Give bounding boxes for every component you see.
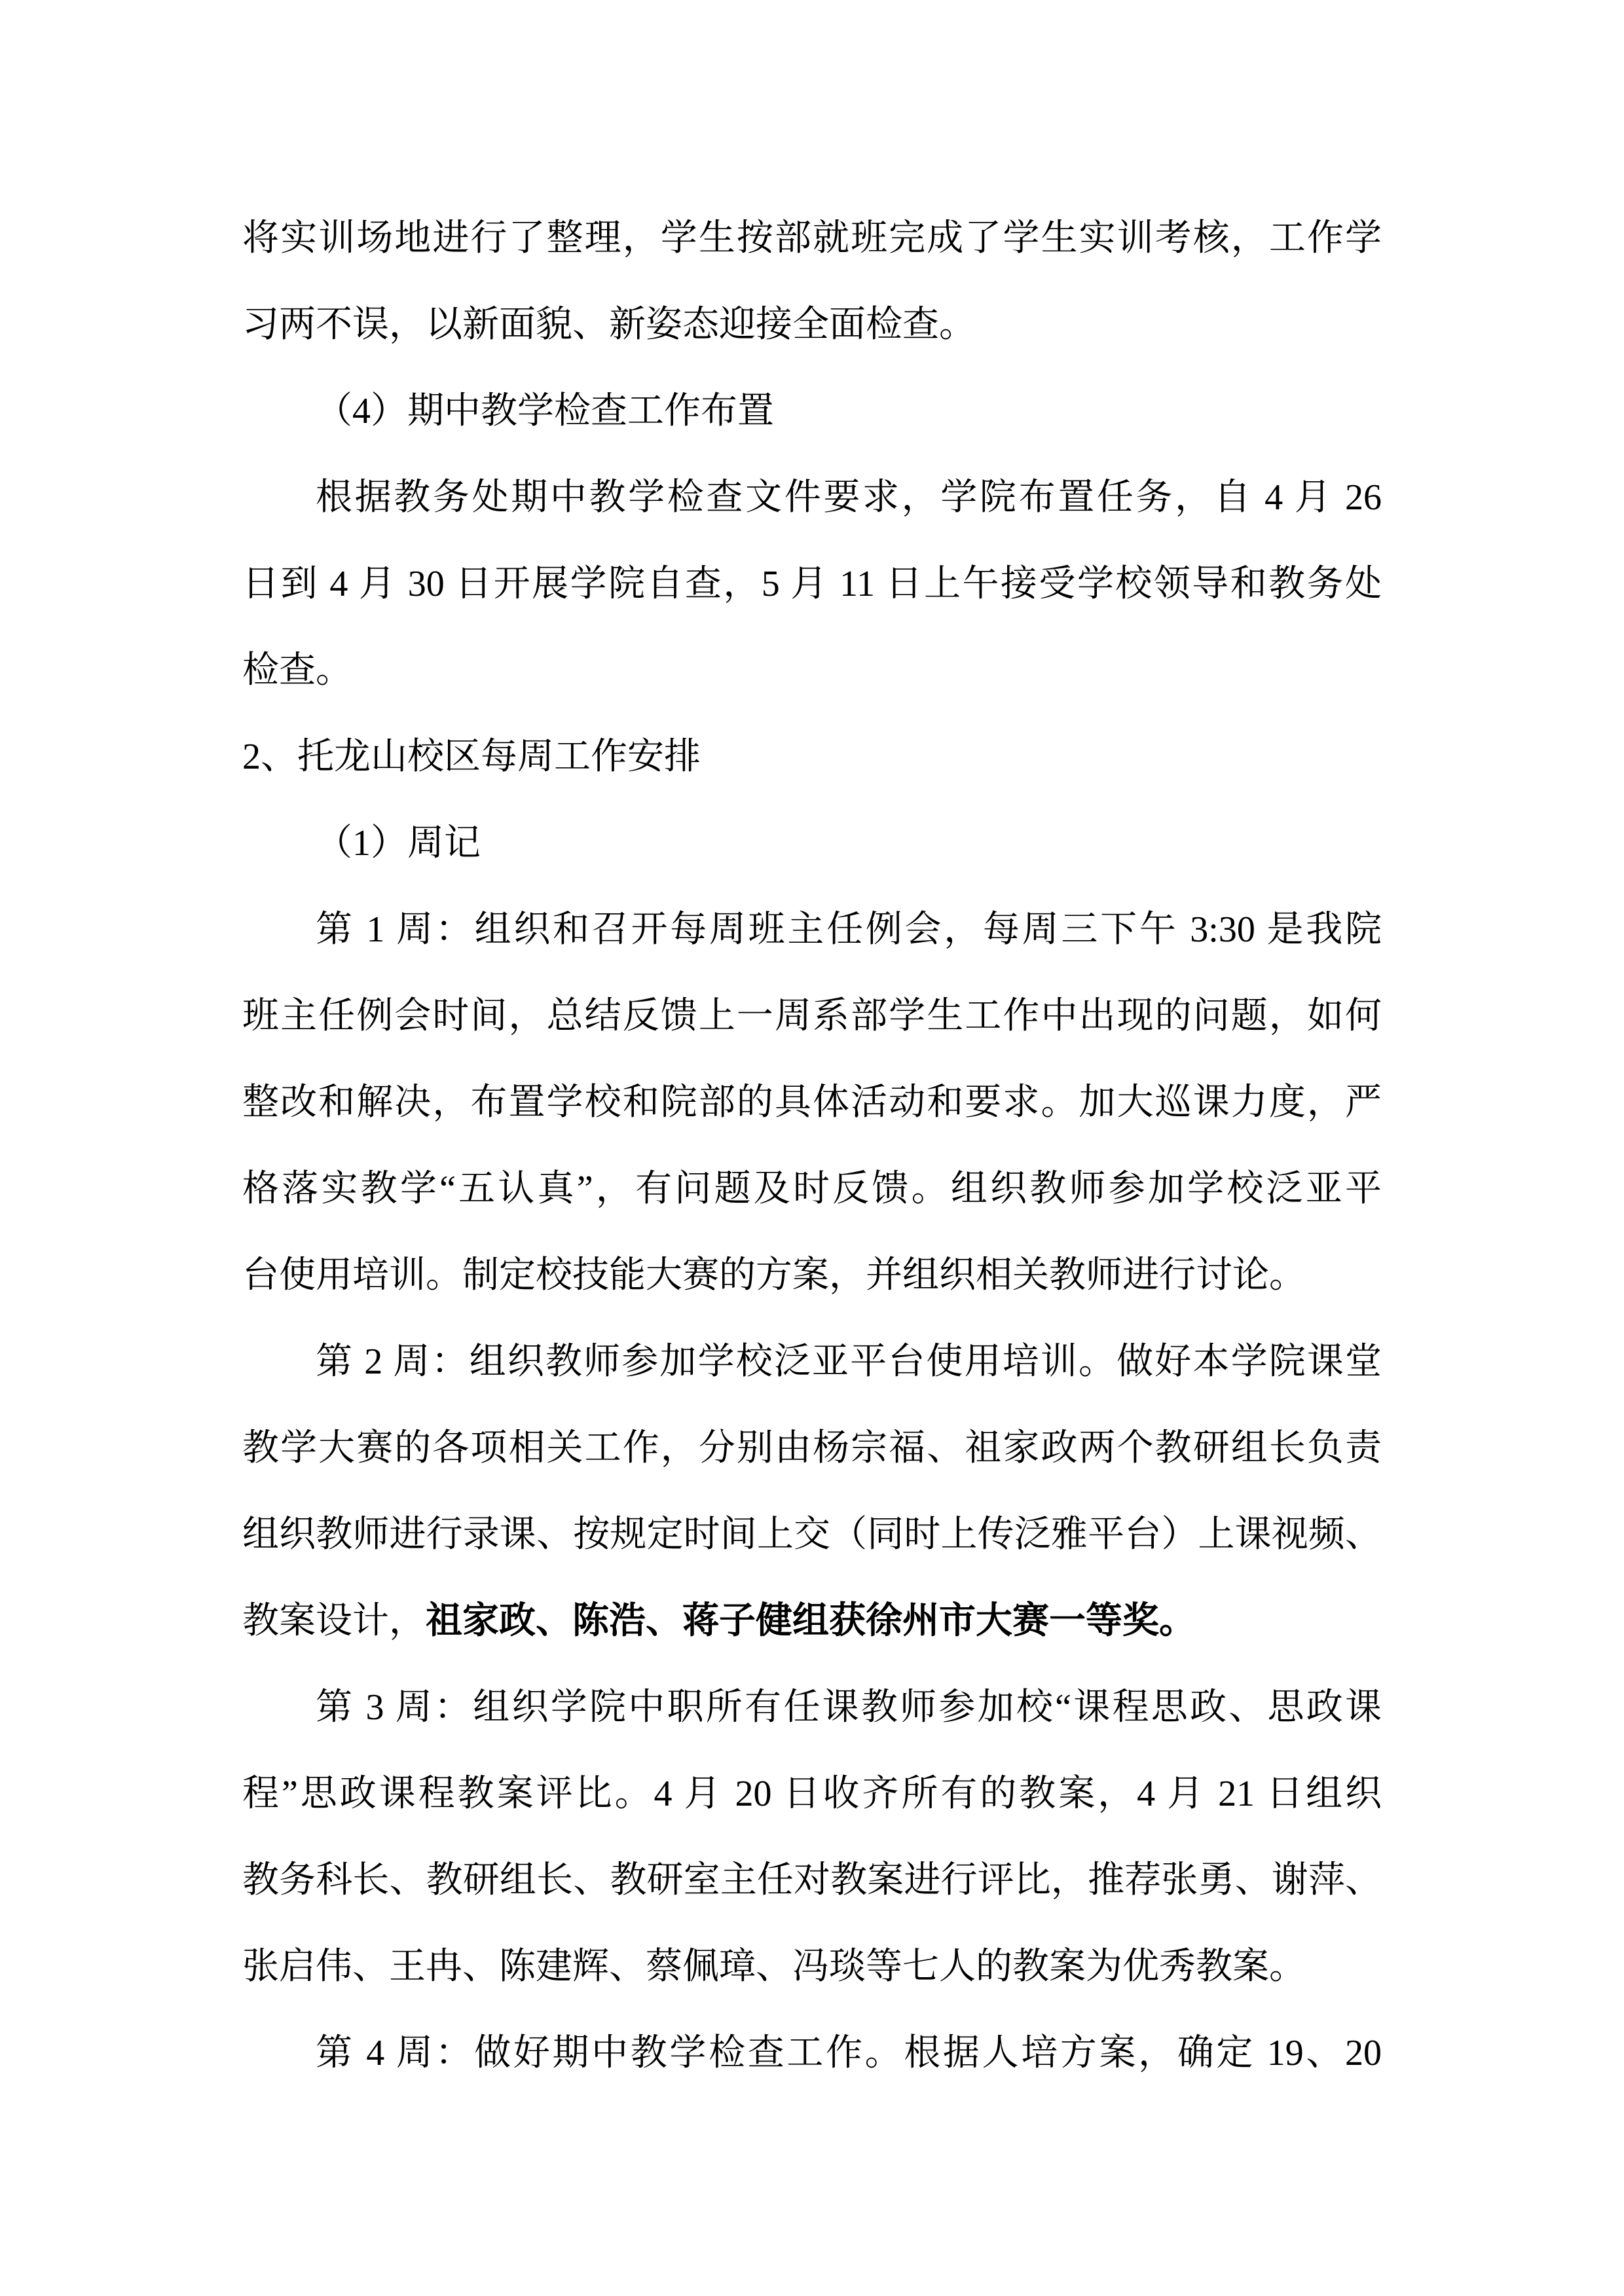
text-run: 台使用培训。制定校技能大赛的方案，并组织相关教师进行讨论。: [242, 1255, 1306, 1296]
text-run: 张启伟、王冉、陈建辉、蔡佩璋、冯琰等七人的教案为优秀教案。: [242, 1946, 1306, 1987]
text-run: 第 2 周：组织教师参加学校泛亚平台使用培训。做好本学院课堂: [316, 1341, 1382, 1382]
text-run: 日到 4 月 30 日开展学院自查，5 月 11 日上午接受学校领导和教务处: [242, 564, 1382, 604]
text-line-6: [242, 627, 1382, 714]
text-line-11: [242, 1059, 1382, 1146]
text-run: 整改和解决，布置学校和院部的具体活动和要求。加大巡课力度，严: [242, 1082, 1382, 1123]
text-run: 习两不误，以新面貌、新姿态迎接全面检查。: [242, 304, 976, 345]
text-run: 将实训场地进行了整理，学生按部就班完成了学生实训考核，工作学: [242, 218, 1382, 259]
text-line-8: [242, 800, 1382, 886]
text-line-19: [242, 1751, 1382, 1837]
text-line-21: [242, 1923, 1382, 2010]
text-run: 教案设计，: [242, 1601, 426, 1641]
document-body: [242, 195, 1382, 2096]
text-run: 2、托龙山校区每周工作安排: [242, 737, 701, 777]
text-line-22: [242, 2010, 1382, 2096]
text-line-3: [242, 368, 1382, 454]
text-run: 教务科长、教研组长、教研室主任对教案进行评比，推荐张勇、谢萍、: [242, 1860, 1382, 1901]
text-line-17: [242, 1578, 1382, 1664]
text-run: 程”思政课程教案评比。4 月 20 日收齐所有的教案，4 月 21 日组织: [242, 1774, 1382, 1814]
text-line-2: [242, 282, 1382, 368]
text-run: 第 4 周：做好期中教学检查工作。根据人培方案，确定 19、20: [316, 2033, 1382, 2073]
text-run: 第 3 周：组织学院中职所有任课教师参加校“课程思政、思政课: [316, 1687, 1382, 1728]
text-line-18: [242, 1664, 1382, 1751]
text-run: 检查。: [242, 650, 352, 691]
text-run: 第 1 周：组织和召开每周班主任例会，每周三下午 3:30 是我院: [316, 909, 1382, 950]
text-line-1: [242, 195, 1382, 282]
text-line-13: [242, 1232, 1382, 1319]
text-run: 格落实教学“五认真”，有问题及时反馈。组织教师参加学校泛亚平: [242, 1169, 1382, 1209]
text-line-15: [242, 1405, 1382, 1491]
text-line-14: [242, 1319, 1382, 1405]
text-run: 组织教师进行录课、按规定时间上交（同时上传泛雅平台）上课视频、: [242, 1514, 1382, 1555]
text-run: （1）周记: [316, 823, 481, 864]
text-line-12: [242, 1146, 1382, 1232]
text-line-9: [242, 886, 1382, 973]
text-run: 班主任例会时间，总结反馈上一周系部学生工作中出现的问题，如何: [242, 996, 1382, 1036]
text-line-20: [242, 1837, 1382, 1923]
text-run: 根据教务处期中教学检查文件要求，学院布置任务，自 4 月 26: [316, 477, 1382, 518]
text-run: 教学大赛的各项相关工作，分别由杨宗福、祖家政两个教研组长负责: [242, 1428, 1382, 1468]
text-line-16: [242, 1491, 1382, 1578]
bold-text-run: 祖家政、陈浩、蒋子健组获徐州市大赛一等奖。: [426, 1601, 1196, 1641]
text-line-7: [242, 714, 1382, 800]
text-line-4: [242, 454, 1382, 541]
text-line-5: [242, 541, 1382, 627]
text-run: （4）期中教学检查工作布置: [316, 391, 774, 431]
text-line-10: [242, 973, 1382, 1059]
